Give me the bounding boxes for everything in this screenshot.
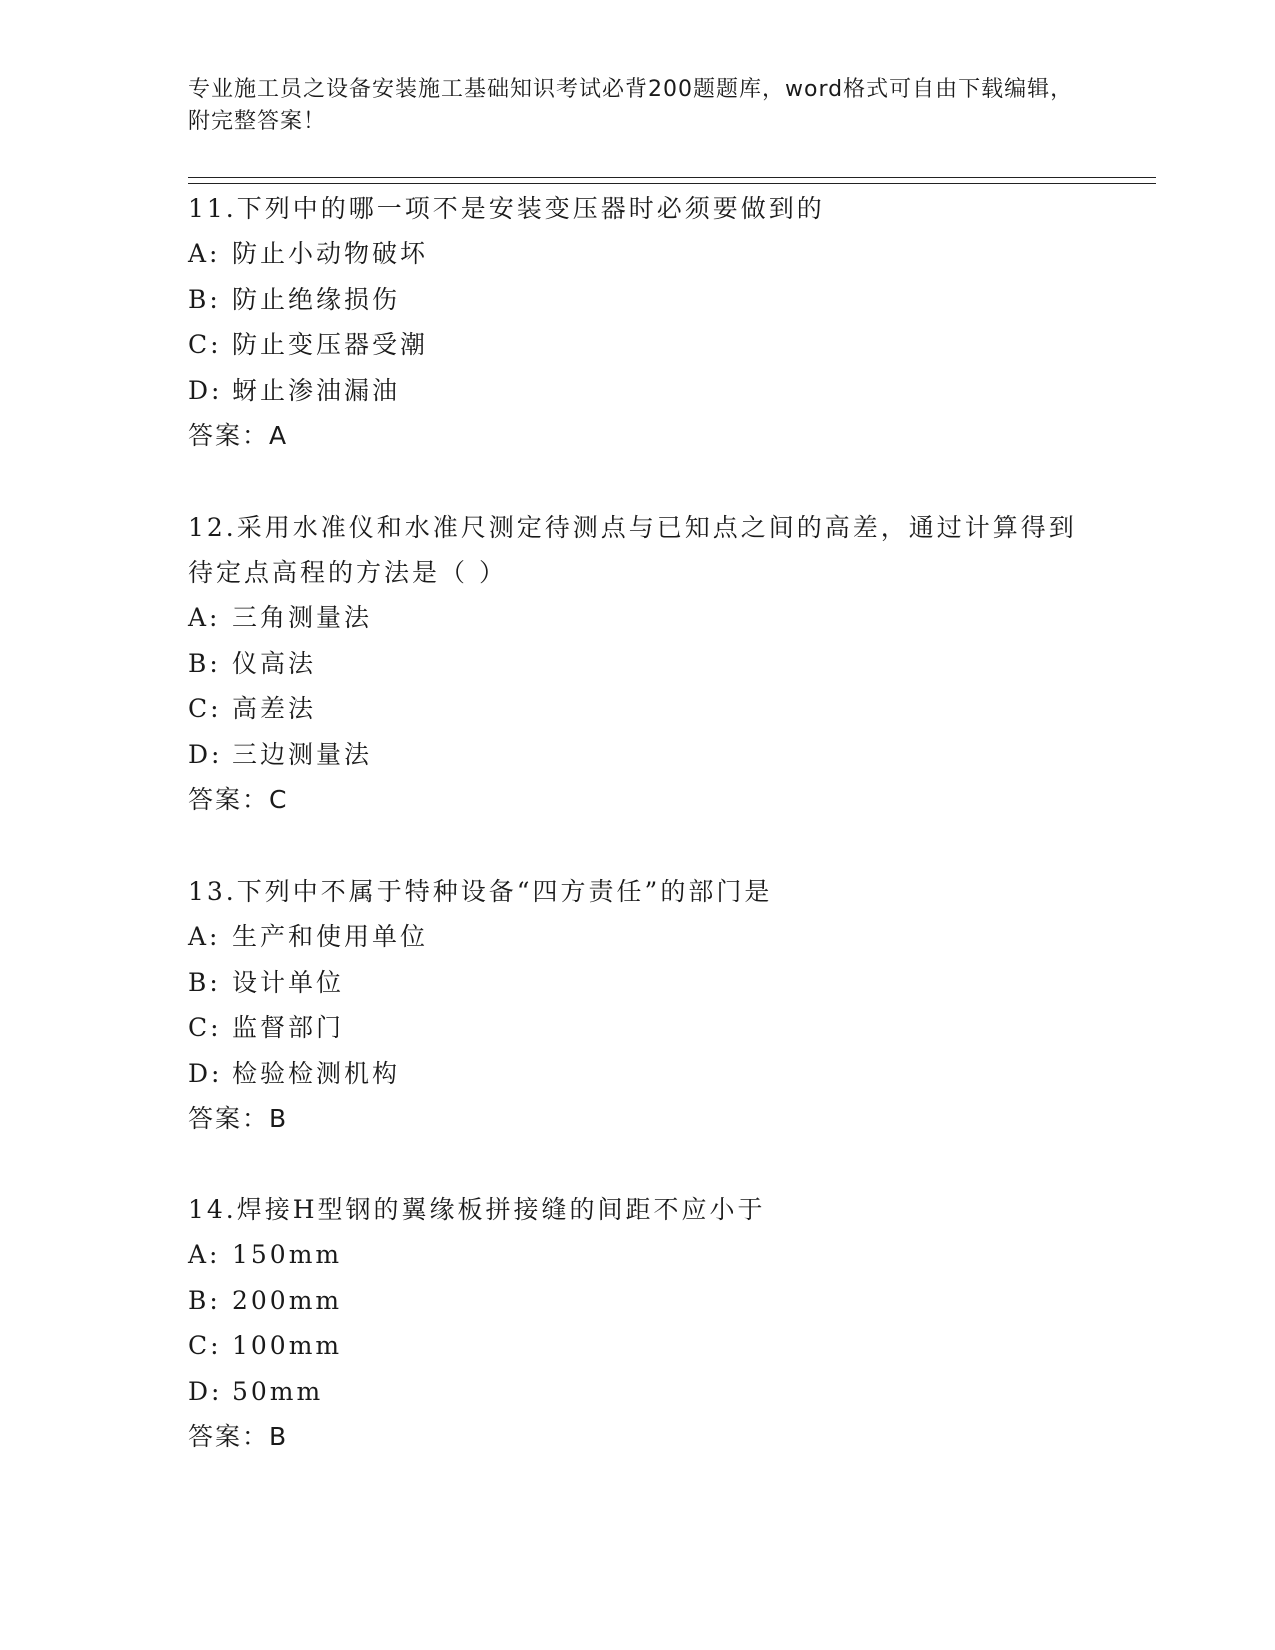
option-text: 仪高法 — [232, 648, 317, 678]
option-text: 100mm — [232, 1331, 343, 1360]
option-text: 50mm — [232, 1376, 324, 1406]
option-b — [188, 641, 1088, 687]
option-b — [188, 960, 1088, 1006]
answer-line: 答案：B — [188, 1104, 289, 1133]
question-11 — [188, 186, 1088, 459]
option-text: 设计单位 — [232, 967, 345, 997]
option-d — [188, 1369, 1088, 1415]
option-letter: B: — [188, 648, 221, 678]
option-list — [188, 914, 1088, 1096]
option-a — [188, 231, 1088, 277]
option-letter: C: — [188, 1013, 222, 1042]
option-c — [188, 322, 1088, 368]
option-text: 200mm — [232, 1285, 343, 1315]
question-stem: 12.采用水准仪和水准尺测定待测点与已知点之间的高差，通过计算得到待定点高程的方法是（ ） — [188, 513, 1077, 587]
option-list — [188, 231, 1088, 413]
option-b — [188, 1278, 1088, 1324]
question-stem: 13.下列中不属于特种设备“四方责任”的部门是 — [188, 877, 773, 906]
option-letter: C: — [188, 694, 222, 723]
question-14 — [188, 1187, 1088, 1460]
option-letter: C: — [188, 330, 222, 359]
option-letter: A: — [188, 239, 221, 268]
option-a — [188, 914, 1088, 960]
question-stem: 14.焊接H型钢的翼缘板拼接缝的间距不应小于 — [188, 1195, 766, 1224]
option-b — [188, 277, 1088, 323]
option-d — [188, 732, 1088, 778]
question-12 — [188, 505, 1088, 823]
option-text: 生产和使用单位 — [232, 922, 429, 951]
option-letter: D: — [188, 739, 223, 769]
option-text: 检验检测机构 — [232, 1058, 401, 1088]
header-divider-bottom — [188, 183, 1156, 184]
option-text: 三角测量法 — [232, 603, 373, 632]
option-text: 防止绝缘损伤 — [232, 284, 401, 314]
option-text: 监督部门 — [232, 1013, 345, 1042]
option-text: 150mm — [232, 1240, 343, 1269]
option-a — [188, 1232, 1088, 1278]
option-letter: B: — [188, 1285, 221, 1315]
answer-line: 答案：C — [188, 785, 289, 814]
option-a — [188, 595, 1088, 641]
option-letter: D: — [188, 375, 223, 405]
question-stem: 11.下列中的哪一项不是安装变压器时必须要做到的 — [188, 194, 825, 223]
option-letter: D: — [188, 1376, 223, 1406]
option-text: 防止小动物破坏 — [232, 239, 429, 268]
option-letter: D: — [188, 1058, 223, 1088]
option-letter: B: — [188, 967, 221, 997]
option-letter: C: — [188, 1331, 222, 1360]
option-d — [188, 368, 1088, 414]
option-text: 高差法 — [232, 694, 317, 723]
option-list — [188, 595, 1088, 777]
option-text: 蚜止渗油漏油 — [232, 375, 401, 405]
option-d — [188, 1051, 1088, 1097]
option-letter: A: — [188, 603, 221, 632]
option-text: 三边测量法 — [232, 739, 373, 769]
header-divider-top — [188, 177, 1156, 178]
option-c — [188, 1005, 1088, 1051]
document-header: 专业施工员之设备安装施工基础知识考试必背200题题库，word格式可自由下载编辑，附完整答案！ — [188, 77, 1074, 134]
option-letter: A: — [188, 1240, 221, 1269]
question-13 — [188, 869, 1088, 1142]
option-list — [188, 1232, 1088, 1414]
answer-line: 答案：B — [188, 1422, 289, 1451]
option-letter: B: — [188, 284, 221, 314]
option-c — [188, 1323, 1088, 1369]
option-text: 防止变压器受潮 — [232, 330, 429, 359]
answer-line: 答案：A — [188, 421, 289, 450]
option-c — [188, 686, 1088, 732]
option-letter: A: — [188, 922, 221, 951]
